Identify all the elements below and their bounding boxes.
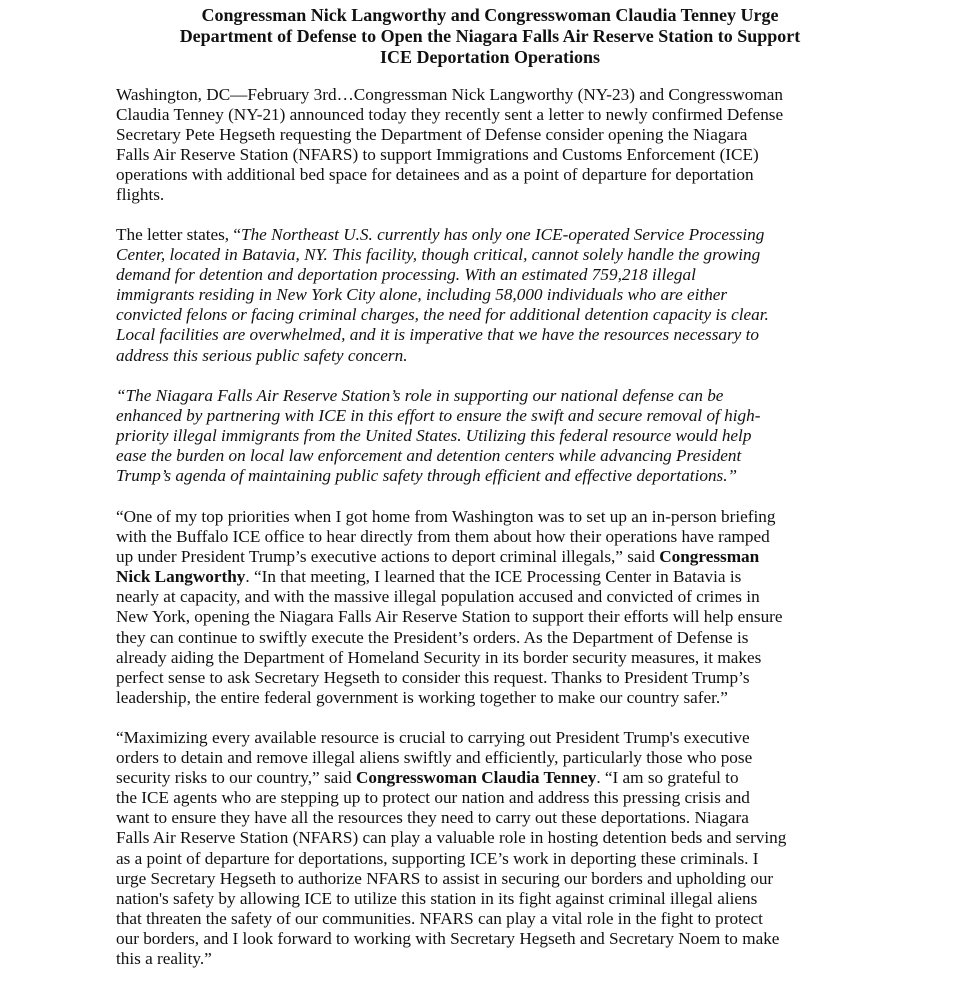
letter-quote-text: The Northeast U.S. currently has only one ICE-operated Service Processing [241,225,765,244]
text-line: urge Secretary Hegseth to authorize NFARS to assist in securing our borders and upholding our [116,868,774,888]
text-run: . “In that meeting, I learned that the ICE Processing Center in Batavia is [245,567,742,587]
text-line: Trump’s agenda of maintaining public safety through efficient and effective deportations.” [116,466,738,486]
text-line: the ICE agents who are stepping up to protect our nation and address this pressing crisis and [116,788,750,808]
text-line: leadership, the entire federal government is working together to make our country safer.” [116,687,728,707]
letter-quote-paragraph [116,225,876,366]
text-line [116,225,876,245]
text-line: Secretary Pete Hegseth requesting the Department of Defense consider opening the Niagara [116,125,748,145]
quote-lead: The letter states, “ [116,225,242,244]
text-line: Center, located in Batavia, NY. This facility, though critical, cannot solely handle the growing [116,245,761,265]
speaker-name: Nick Langworthy [116,567,246,587]
speaker-name: Congresswoman Claudia Tenney [355,768,597,788]
dateline-paragraph [116,85,876,206]
text-run: up under President Trump’s executive actions to deport criminal illegals,” said [116,547,660,567]
text-line: Claudia Tenney (NY-21) announced today they recently sent a letter to newly confirmed Defense [116,105,784,125]
text-line: operations with additional bed space for detainees and as a point of departure for deportation [116,165,754,185]
text-line: priority illegal immigrants from the United States. Utilizing this federal resource would help [116,426,752,446]
text-run: . “I am so grateful to [596,768,739,788]
text-line: orders to detain and remove illegal aliens swiftly and efficiently, particularly those who pose [116,748,753,768]
text-line: ease the burden on local law enforcement and detention centers while advancing President [116,446,742,466]
text-run: security risks to our country,” said [116,768,356,788]
text-line: “One of my top priorities when I got home from Washington was to set up an in-person briefing [116,507,776,526]
text-line [116,567,876,587]
text-line: with the Buffalo ICE office to hear directly from them about how their operations have ramped [116,527,770,547]
text-line: “The Niagara Falls Air Reserve Station’s role in supporting our national defense can be [116,386,724,405]
text-line: demand for detention and deportation processing. With an estimated 759,218 illegal [116,265,696,285]
title-line: ICE Deportation Operations [380,47,600,67]
text-line: Local facilities are overwhelmed, and it is imperative that we have the resources necessary to [116,325,759,345]
text-line: nearly at capacity, and with the massive illegal population accused and convicted of crimes in [116,587,760,607]
tenney-statement [116,728,876,969]
title-line: Department of Defense to Open the Niagara Falls Air Reserve Station to Support [179,26,801,46]
text-line [116,768,876,788]
text-line: Falls Air Reserve Station (NFARS) can play a valuable role in hosting detention beds and serving [116,828,787,848]
text-line: New York, opening the Niagara Falls Air Reserve Station to support their efforts will help ensure [116,607,783,627]
text-line [116,547,876,567]
text-line: perfect sense to ask Secretary Hegseth to consider this request. Thanks to President Trump’s [116,667,750,687]
title-line: Congressman Nick Langworthy and Congresswoman Claudia Tenney Urge [201,5,779,25]
text-line: enhanced by partnering with ICE in this effort to ensure the swift and secure removal of high- [116,406,761,426]
letter-quote-continuation [116,386,876,486]
text-line: our borders, and I look forward to working with Secretary Hegseth and Secretary Noem to make [116,928,780,948]
text-line: nation's safety by allowing ICE to utilize this station in its fight against criminal illegal aliens [116,888,758,908]
langworthy-statement [116,507,876,708]
text-line: flights. [116,185,165,205]
text-line: “Maximizing every available resource is crucial to carrying out President Trump's executive [116,728,750,747]
text-line: this a reality.” [116,949,212,969]
text-line: Falls Air Reserve Station (NFARS) to support Immigrations and Customs Enforcement (ICE) [116,145,759,165]
text-line: already aiding the Department of Homeland Security in its border security measures, it makes [116,647,762,667]
text-line: want to ensure they have all the resources they need to carry out these deportations. Niagara [116,808,749,828]
text-line: that threaten the safety of our communities. NFARS can play a vital role in the fight to protect [116,908,763,928]
text-line: they can continue to swiftly execute the President’s orders. As the Department of Defense is [116,627,749,647]
text-line: Washington, DC—February 3rd…Congressman Nick Langworthy (NY-23) and Congresswoman [116,85,783,104]
speaker-name: Congressman [659,547,760,567]
text-line: as a point of departure for deportations, supporting ICE’s work in deporting these criminals. I [116,848,759,868]
text-line: address this serious public safety concern. [116,345,408,365]
text-line: convicted felons or facing criminal charges, the need for additional detention capacity is clear. [116,305,769,325]
press-release-title [100,5,880,68]
text-line: immigrants residing in New York City alone, including 58,000 individuals who are either [116,285,728,305]
